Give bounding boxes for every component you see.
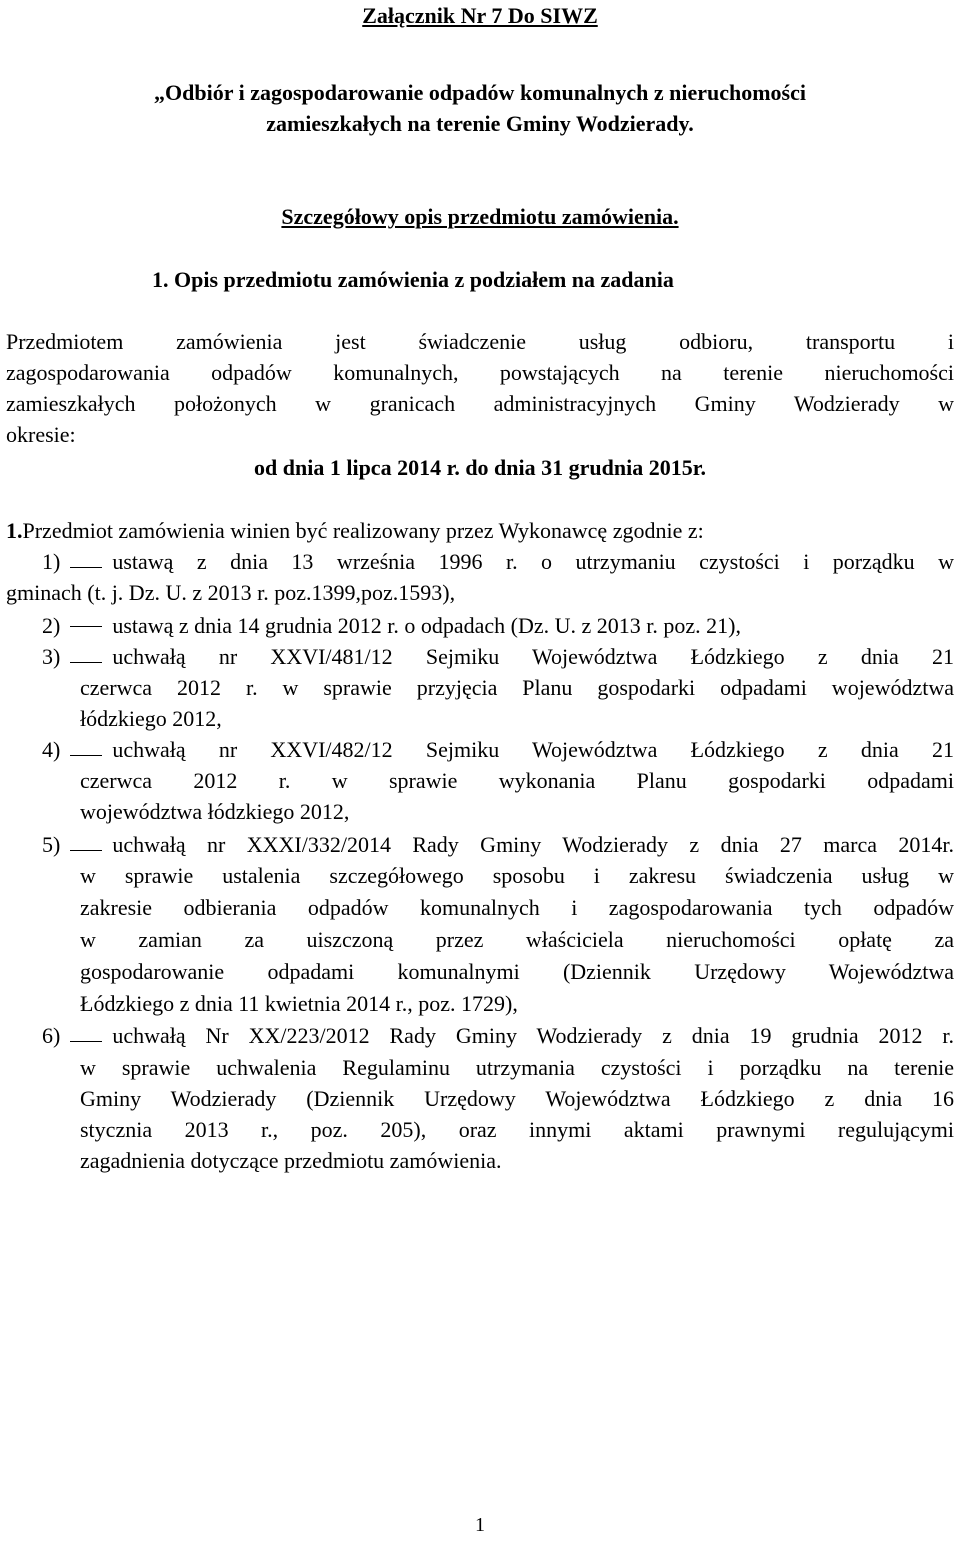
intro-line-3: zamieszkałych położonych w granicach administracyjnych Gminy Wodzierady w (6, 391, 954, 416)
subtitle: Szczegółowy opis przedmiotu zamówienia. (281, 204, 679, 229)
list-item-1 (42, 546, 954, 577)
dash-marker (70, 850, 102, 851)
dash-marker (70, 567, 102, 568)
list-item-text: ustawą z dnia 13 września 1996 r. o utrzymaniu czystości i porządku w (112, 549, 954, 574)
list-item-label: 4) (42, 737, 61, 762)
list-item-text: uchwałą nr XXVI/481/12 Sejmiku Województwa Łódzkiego z dnia 21 (112, 644, 954, 669)
list-item-text: uchwałą nr XXXI/332/2014 Rady Gminy Wodzierady z dnia 27 marca 2014r. (112, 832, 954, 857)
page-number: 1 (475, 1514, 485, 1536)
list-item-label: 1) (42, 549, 61, 574)
list-item-6 (42, 1020, 954, 1051)
list-item-6-cont-4: zagadnienia dotyczące przedmiotu zamówienia. (80, 1148, 502, 1173)
list-item-5-cont-5: Łódzkiego z dnia 11 kwietnia 2014 r., poz. 1729), (80, 991, 518, 1016)
list-item-label: 6) (42, 1023, 61, 1048)
title-line-1: „Odbiór i zagospodarowanie odpadów komunalnych z nieruchomości (154, 80, 806, 105)
list-item-label: 2) (42, 613, 61, 638)
list-item-5-cont-3: w zamian za uiszczoną przez właściciela nieruchomości opłatę za (80, 927, 954, 952)
list-item-4-cont-2: województwa łódzkiego 2012, (80, 799, 350, 824)
section-heading: 1. Opis przedmiotu zamówienia z podziałem na zadania (152, 267, 674, 292)
intro-line-4: okresie: (6, 422, 76, 447)
list-item-5-cont-4: gospodarowanie odpadami komunalnymi (Dziennik Urzędowy Województwa (80, 959, 954, 984)
dash-marker (70, 626, 102, 627)
list-item-2 (42, 610, 741, 641)
list-item-text: ustawą z dnia 14 grudnia 2012 r. o odpadach (Dz. U. z 2013 r. poz. 21), (112, 613, 742, 638)
attachment-heading: Załącznik Nr 7 Do SIWZ (362, 3, 598, 28)
list-item-1-cont: gminach (t. j. Dz. U. z 2013 r. poz.1399,poz.1593), (6, 580, 456, 605)
section1-lead-text: Przedmiot zamówienia winien być realizowany przez Wykonawcę zgodnie z: (22, 518, 704, 543)
list-item-label: 3) (42, 644, 61, 669)
list-item-4 (42, 734, 954, 765)
list-item-6-cont-1: w sprawie uchwalenia Regulaminu utrzymania czystości i porządku na terenie (80, 1055, 954, 1080)
list-item-4-cont-1: czerwca 2012 r. w sprawie wykonania Planu gospodarki odpadami (80, 768, 954, 793)
list-item-6-cont-2: Gminy Wodzierady (Dziennik Urzędowy Województwa Łódzkiego z dnia 16 (80, 1086, 954, 1111)
dash-marker (70, 662, 102, 663)
period-line: od dnia 1 lipca 2014 r. do dnia 31 grudnia 2015r. (254, 455, 706, 480)
list-item-text: uchwałą Nr XX/223/2012 Rady Gminy Wodzierady z dnia 19 grudnia 2012 r. (112, 1023, 954, 1048)
list-item-text: uchwałą nr XXVI/482/12 Sejmiku Województwa Łódzkiego z dnia 21 (112, 737, 954, 762)
dash-marker (70, 755, 102, 756)
title-line-2: zamieszkałych na terenie Gminy Wodzierady. (266, 111, 694, 136)
intro-line-1: Przedmiotem zamówienia jest świadczenie usług odbioru, transportu i (6, 329, 954, 354)
list-item-6-cont-3: stycznia 2013 r., poz. 205), oraz innymi aktami prawnymi regulującymi (80, 1117, 954, 1142)
intro-line-2: zagospodarowania odpadów komunalnych, powstających na terenie nieruchomości (6, 360, 954, 385)
list-item-5-cont-2: zakresie odbierania odpadów komunalnych i zagospodarowania tych odpadów (80, 895, 954, 920)
list-item-label: 5) (42, 832, 61, 857)
dash-marker (70, 1041, 102, 1042)
list-item-3 (42, 641, 954, 672)
list-item-5-cont-1: w sprawie ustalenia szczegółowego sposobu i zakresu świadczenia usług w (80, 863, 954, 888)
section1-lead-number: 1. (6, 518, 23, 543)
list-item-3-cont-2: łódzkiego 2012, (80, 706, 222, 731)
list-item-3-cont-1: czerwca 2012 r. w sprawie przyjęcia Planu gospodarki odpadami województwa (80, 675, 954, 700)
list-item-5 (42, 829, 954, 860)
section1-lead (6, 515, 704, 546)
